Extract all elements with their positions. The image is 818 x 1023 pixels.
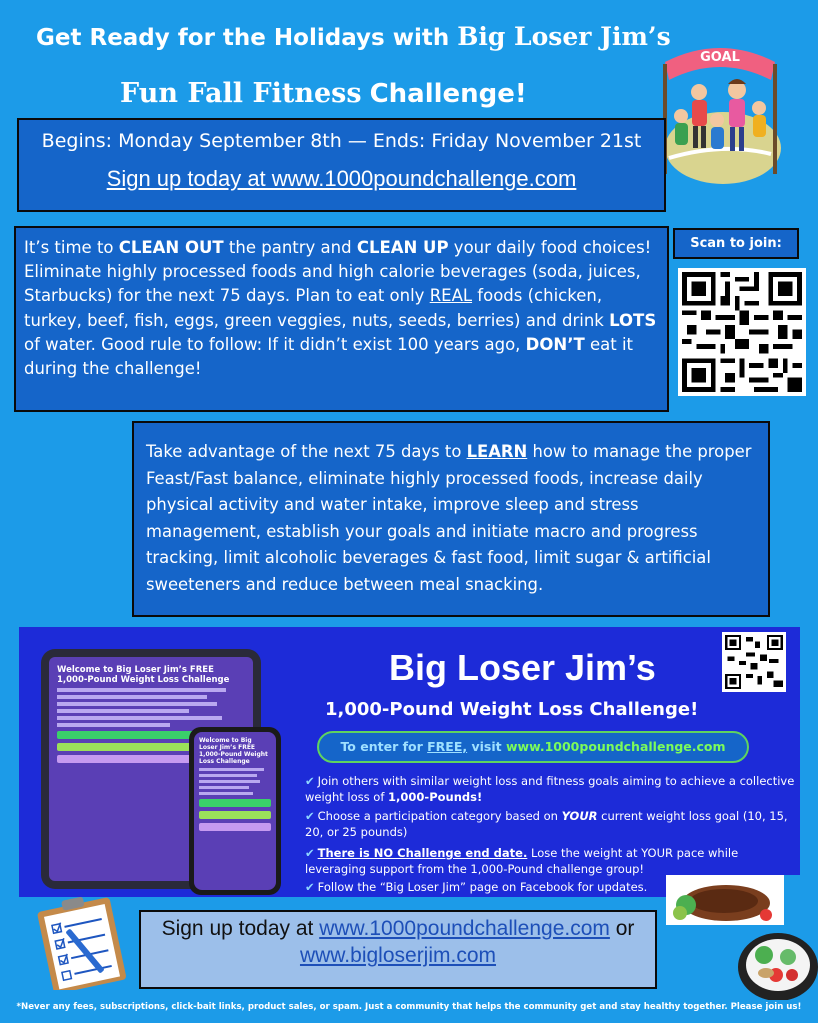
qr-code-icon: [682, 272, 802, 392]
signup-link-bigloserjim[interactable]: www.bigloserjim.com: [299, 944, 497, 967]
phone-body-placeholder: [199, 768, 271, 795]
healthy-food-photo: [666, 875, 818, 1000]
tablet-title: Welcome to Big Loser Jim’s FREE 1,000-Pound Weight Loss Challenge: [57, 665, 230, 685]
page-title-line2: [120, 78, 580, 109]
check-icon: ✔: [305, 774, 315, 788]
bullet3-underline: There is NO Challenge end date.: [317, 846, 528, 860]
signup-link-top[interactable]: Sign up today at www.1000poundchallenge.com: [106, 166, 577, 191]
phone-title: Welcome to Big Loser Jim’s FREE 1,000-Pound Weight Loss Challenge: [199, 737, 268, 765]
cleanout-bold-2: CLEAN UP: [356, 238, 449, 257]
cleanout-text-6: eat it during the challenge!: [24, 334, 634, 379]
learn-section: [132, 421, 770, 617]
cleanout-bold-4: DON’T: [525, 334, 585, 354]
bullet1-text: Join others with similar weight loss and fitness goals aiming to achieve a collective weight loss of: [305, 774, 795, 804]
goal-banner-text: GOAL: [700, 50, 740, 65]
cleanout-bold-3: LOTS: [609, 310, 657, 330]
signup-box: [139, 910, 657, 989]
goal-runners-illustration: [655, 30, 785, 190]
enter-free: FREE,: [427, 739, 468, 754]
promo-qr-icon: [725, 635, 783, 689]
cleanout-underline-real: REAL: [429, 286, 473, 306]
check-icon: ✔: [305, 846, 315, 860]
title-prefix: Get Ready for the Holidays with: [36, 25, 458, 51]
cleanout-text-3: your daily food choices! Eliminate highly processed foods and high calorie beverages (soda, juices, Starbucks) for the next 75 days. Plan to eat only: [24, 238, 652, 306]
cleanout-text-5: of water. Good rule to follow: If it didn’t exist 100 years ago,: [24, 334, 526, 354]
bullet3-suffix: Lose the weight at YOUR pace while leveraging support from the 1,000-Pound challenge group!: [305, 846, 739, 876]
phone-mock-button-1: [199, 799, 271, 807]
title-challenge-name: Fun Fall Fitness: [120, 78, 362, 109]
signup-link-1000pound[interactable]: www.1000poundchallenge.com: [319, 917, 610, 940]
learn-text-2: how to manage the proper Feast/Fast balance, eliminate highly processed foods, increase daily physical activity and water intake, improve sleep and stress management, establish your goals and initiate macro and progress tracking, limit alcoholic beverages & fast food, limit sugar & artificial sweeteners and reduce between meal snacking.: [146, 442, 752, 594]
enter-prefix: To enter for: [340, 739, 428, 754]
promo-bullet-3: [305, 845, 795, 877]
cleanout-bold-1: CLEAN OUT: [118, 238, 224, 257]
promo-qr-code[interactable]: [722, 632, 786, 692]
qr-code[interactable]: [678, 268, 806, 396]
promo-title: Big Loser Jim’s: [389, 647, 656, 688]
scan-to-join-label: Scan to join:: [673, 228, 799, 259]
tablet-body-placeholder: [57, 688, 245, 727]
promo-banner: [19, 627, 800, 897]
enter-visit: visit: [467, 739, 506, 754]
footer-disclaimer: *Never any fees, subscriptions, click-bait links, product sales, or spam. Just a community that helps the community get and stay healthy together. Please join us!: [16, 1002, 802, 1012]
learn-text-1: Take advantage of the next 75 days to: [146, 442, 467, 461]
bullet2-italic: YOUR: [561, 809, 598, 823]
enter-link-pill[interactable]: [317, 731, 749, 763]
check-icon: ✔: [305, 880, 315, 894]
clipboard-checklist-icon: [26, 894, 134, 990]
signup-or: or: [609, 917, 635, 940]
cleanout-text-2: the pantry and: [223, 238, 357, 257]
bullet1-bold: 1,000-Pounds!: [388, 790, 483, 804]
dates-box: [17, 118, 666, 212]
signup-line-2: [141, 944, 655, 968]
phone-screen: [194, 732, 276, 890]
check-icon: ✔: [305, 809, 315, 823]
tablet-mock-button-1: [57, 731, 207, 739]
promo-bullet-2: [305, 808, 795, 840]
phone-mock-button-2: [199, 811, 271, 819]
promo-bullet-1: [305, 773, 795, 805]
cleanout-text-1: It’s time to: [24, 238, 119, 257]
bullet4-text: Follow the “Big Loser Jim” page on Facebook for updates.: [317, 880, 648, 894]
phone-mockup: [189, 727, 281, 895]
promo-subtitle: 1,000-Pound Weight Loss Challenge!: [325, 699, 699, 720]
bullet2-suffix: current weight loss goal (10, 15, 20, or 25 pounds): [305, 809, 788, 839]
tablet-mock-button-2: [57, 743, 207, 751]
challenge-dates: Begins: Monday September 8th — Ends: Friday November 21st: [41, 130, 642, 152]
title-brand: Big Loser Jim’s: [457, 22, 671, 51]
tablet-mock-button-3: [57, 755, 207, 763]
cleanout-text-4: foods (chicken, turkey, beef, fish, eggs, green veggies, nuts, seeds, berries) and drink: [24, 286, 610, 330]
page-title-line1: [36, 22, 671, 51]
phone-mock-button-3: [199, 823, 271, 831]
clean-out-section: [14, 226, 669, 412]
learn-bold: LEARN: [466, 442, 528, 461]
title-suffix: Challenge!: [369, 79, 527, 109]
bullet2-prefix: Choose a participation category based on: [317, 809, 562, 823]
signup-prefix: Sign up today at: [161, 917, 320, 940]
signup-line-1: [141, 917, 655, 941]
enter-url[interactable]: www.1000poundchallenge.com: [505, 739, 726, 754]
